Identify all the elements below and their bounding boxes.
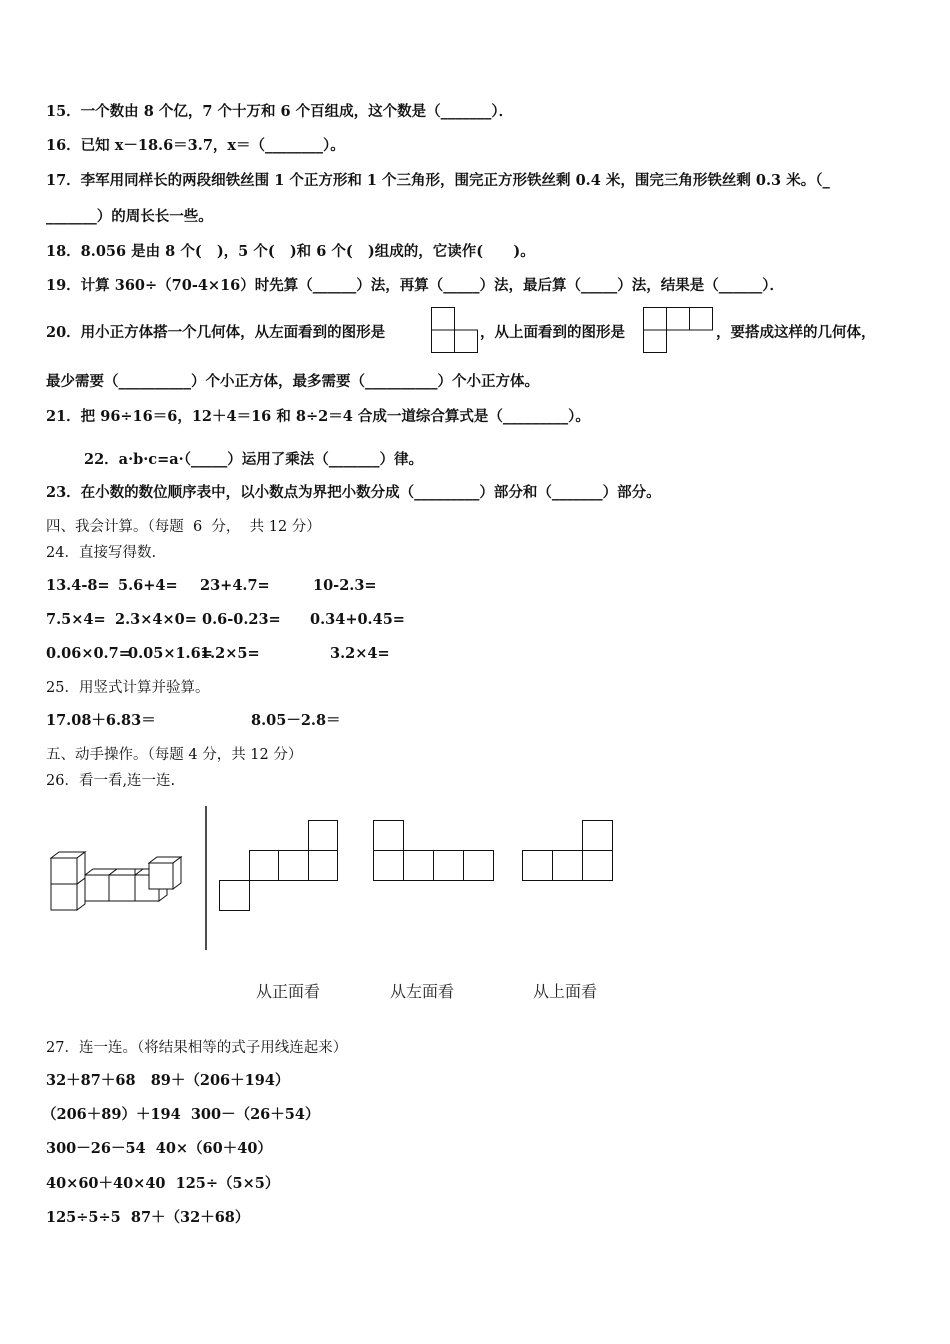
question-16: 16．已知 x－18.6＝3.7，x＝（________）。 bbox=[46, 137, 345, 154]
match-left: 32＋87＋68 bbox=[46, 1072, 136, 1089]
calc-item: 1.2×5= bbox=[200, 645, 260, 662]
section-4-heading: 四、我会计算。（每题 6 分， 共 12 分） bbox=[46, 519, 321, 535]
question-20-line2: 最少需要（__________）个小正方体，最多需要（__________）个小正方体。 bbox=[46, 373, 539, 390]
view-label-front: 从正面看 bbox=[256, 982, 321, 1001]
view-option-3-figure bbox=[522, 820, 614, 882]
divider-line bbox=[204, 806, 208, 950]
top-view-figure bbox=[643, 307, 715, 353]
question-25: 25．用竖式计算并验算。 bbox=[46, 680, 210, 696]
match-left: 125÷5÷5 bbox=[46, 1209, 121, 1226]
calc-item: 0.34+0.45= bbox=[310, 611, 405, 628]
vertical-calc-item: 17.08＋6.83＝ bbox=[46, 712, 156, 729]
match-right: 89＋（206＋194） bbox=[150, 1072, 290, 1089]
left-view-figure bbox=[431, 307, 479, 353]
view-option-2-figure bbox=[373, 820, 495, 882]
match-right: 40×（60＋40） bbox=[155, 1140, 272, 1157]
match-right: 300－（26＋54） bbox=[190, 1106, 320, 1123]
calc-item: 0.05×1.6= bbox=[128, 645, 213, 662]
match-row bbox=[46, 1208, 249, 1228]
question-18: 18．8.056 是由 8 个( )，5 个( )和 6 个( )组成的，它读作( )。 bbox=[46, 243, 535, 260]
view-option-1-figure bbox=[219, 820, 339, 912]
match-row bbox=[42, 1105, 319, 1125]
question-20-part-a: 20．用小正方体搭一个几何体，从左面看到的图形是 bbox=[46, 324, 386, 341]
question-20-part-b: ，从上面看到的图形是 bbox=[480, 324, 625, 341]
section-5-heading: 五、动手操作。（每题 4 分，共 12 分） bbox=[46, 747, 303, 763]
question-20-part-c: ，要搭成这样的几何体， bbox=[716, 324, 876, 341]
cube-solid-figure bbox=[49, 847, 184, 913]
match-row bbox=[46, 1071, 289, 1091]
question-23: 23．在小数的数位顺序表中，以小数点为界把小数分成（_________）部分和（_______）部分。 bbox=[46, 484, 661, 501]
question-24: 24．直接写得数. bbox=[46, 545, 157, 561]
vertical-calc-item: 8.05－2.8＝ bbox=[251, 712, 341, 729]
question-19: 19．计算 360÷（70-4×16）时先算（______）法，再算（_____）法，最后算（_____）法，结果是（______）． bbox=[46, 277, 785, 294]
calc-item: 3.2×4= bbox=[330, 645, 390, 662]
question-22: 22．a·b·c=a·（_____）运用了乘法（_______）律。 bbox=[84, 451, 423, 468]
calc-item: 0.6-0.23= bbox=[202, 611, 281, 628]
match-left: 40×60＋40×40 bbox=[46, 1175, 166, 1192]
question-26: 26．看一看,连一连. bbox=[46, 773, 176, 789]
match-row bbox=[46, 1174, 279, 1194]
calc-item: 23+4.7= bbox=[200, 577, 270, 594]
calc-item: 7.5×4= bbox=[46, 611, 106, 628]
question-17-line1: 17．李军用同样长的两段细铁丝围 1 个正方形和 1 个三角形，围完正方形铁丝剩 0.4 米，围完三角形铁丝剩 0.3 米。（_ bbox=[46, 172, 830, 189]
calc-item: 10-2.3= bbox=[313, 577, 377, 594]
question-15: 15．一个数由 8 个亿，7 个十万和 6 个百组成，这个数是（_______）． bbox=[46, 103, 514, 120]
calc-item: 0.06×0.7= bbox=[46, 645, 131, 662]
match-left: （206＋89）＋194 bbox=[42, 1106, 181, 1123]
question-17-line2: _______）的周长长一些。 bbox=[46, 208, 213, 225]
view-label-top: 从上面看 bbox=[533, 982, 598, 1001]
question-27: 27．连一连。（将结果相等的式子用线连起来） bbox=[46, 1040, 348, 1056]
view-label-left: 从左面看 bbox=[390, 982, 455, 1001]
calc-item: 2.3×4×0= bbox=[115, 611, 197, 628]
question-21: 21．把 96÷16＝6，12＋4＝16 和 8÷2＝4 合成一道综合算式是（_________）。 bbox=[46, 408, 590, 425]
match-right: 87＋（32＋68） bbox=[130, 1209, 250, 1226]
calc-item: 5.6+4= bbox=[118, 577, 178, 594]
calc-item: 13.4-8= bbox=[46, 577, 110, 594]
match-row bbox=[46, 1139, 272, 1159]
match-left: 300－26－54 bbox=[46, 1140, 146, 1157]
match-right: 125÷（5×5） bbox=[175, 1175, 280, 1192]
